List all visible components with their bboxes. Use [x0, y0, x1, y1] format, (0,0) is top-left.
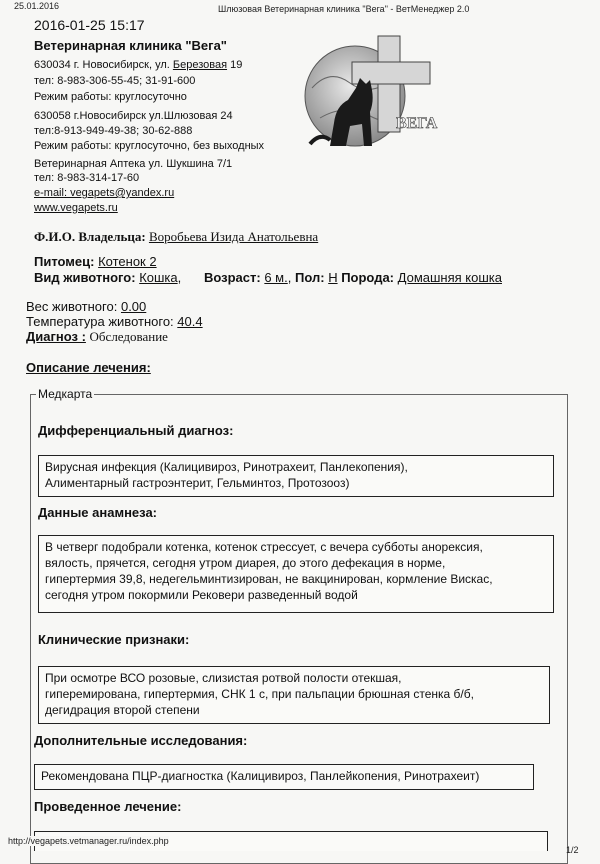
text-line: дегидрация второй степени — [45, 703, 200, 717]
owner-row: Ф.И.О. Владельца: Воробьева Изида Анатольевна — [34, 229, 319, 244]
clinic-logo — [300, 28, 440, 163]
medcard-legend: Медкарта — [38, 387, 93, 401]
pharmacy-address: Ветеринарная Аптека ул. Шукшина 7/1 — [34, 158, 233, 170]
clinic-email[interactable]: e-mail: vegapets@yandex.ru — [34, 187, 175, 199]
clinic-address-2: 630058 г.Новосибирск ул.Шлюзовая 24 — [34, 110, 233, 122]
section-title-clinical: Клинические признаки: — [38, 632, 190, 647]
clinic-phone-1: тел: 8-983-306-55-45; 31-91-600 — [34, 75, 196, 87]
text-line: Рекомендована ПЦР-диагностка (Калицивироз, Панлейкопения, Ринотрахеит) — [41, 769, 480, 783]
section-title-treatment: Проведенное лечение: — [34, 799, 182, 814]
clinic-name: Ветеринарная клиника "Вега" — [34, 38, 227, 53]
anamnesis-box — [38, 535, 554, 613]
pet-age-row: Возраст: 6 м., Пол: Н Порода: Домашняя кошка — [204, 270, 502, 285]
diagnosis-row: Диагноз : Обследование — [26, 329, 168, 344]
print-date: 25.01.2016 — [14, 1, 60, 11]
text-line: При осмотре ВСО розовые, слизистая ротвой полости отекшая, — [45, 671, 402, 685]
clinic-phone-2: тел:8-913-949-49-38; 30-62-888 — [34, 125, 193, 137]
logo-text: ВЕГА — [396, 115, 438, 132]
text-line: Алиментарный гастроэнтерит, Гельминтоз, Протозооз) — [45, 476, 350, 490]
pet-species-row: Вид животного: Кошка, — [34, 270, 182, 285]
text-line: гипертермия 39,8, недегельминтизирован, не вакцинирован, кормление Вискас, — [45, 572, 493, 586]
footer-url: http://vegapets.vetmanager.ru/index.php — [8, 836, 169, 846]
text-line: В четверг подобрали котенка, котенок стрессует, с вечера субботы анорексия, — [45, 540, 483, 554]
clinical-signs-box — [38, 666, 550, 724]
text-line: вялость, прячется, сегодня утром диарея, до этого дефекация в норме, — [45, 556, 446, 570]
additional-tests-box — [34, 764, 534, 790]
section-title-differential: Дифференциальный диагноз: — [38, 423, 234, 438]
document-datetime: 2016-01-25 15:17 — [34, 17, 145, 33]
pharmacy-phone: тел: 8-983-314-17-60 — [34, 172, 140, 184]
print-title: Шлюзовая Ветеринарная клиника "Вега" - ВетМенеджер 2.0 — [218, 4, 470, 14]
clinic-address-1: 630034 г. Новосибирск, ул. Березовая 19 — [34, 59, 243, 71]
text-line: Вирусная инфекция (Калицивироз, Ринотрахеит, Панлекопения), — [45, 460, 408, 474]
clinic-hours-1: Режим работы: круглосуточно — [34, 91, 187, 103]
text-line: гиперемирована, гипертермия, СНК 1 с, при пальпации брюшная стенка б/б, — [45, 687, 474, 701]
treatment-title: Описание лечения: — [26, 360, 151, 375]
pet-temperature-row: Температура животного: 40.4 — [26, 314, 203, 329]
section-title-additional: Дополнительные исследования: — [34, 733, 248, 748]
clinic-hours-2: Режим работы: круглосуточно, без выходных — [34, 140, 265, 152]
differential-diagnosis-box — [38, 455, 554, 497]
page-number: 1/2 — [566, 845, 579, 855]
pet-name-row: Питомец: Котенок 2 — [34, 254, 157, 269]
section-title-anamnesis: Данные анамнеза: — [38, 505, 157, 520]
text-line: сегодня утром покормили Рековери разведенный водой — [45, 588, 358, 602]
pet-weight-row: Вес животного: 0.00 — [26, 299, 147, 314]
clinic-website-link[interactable]: www.vegapets.ru — [34, 202, 118, 214]
